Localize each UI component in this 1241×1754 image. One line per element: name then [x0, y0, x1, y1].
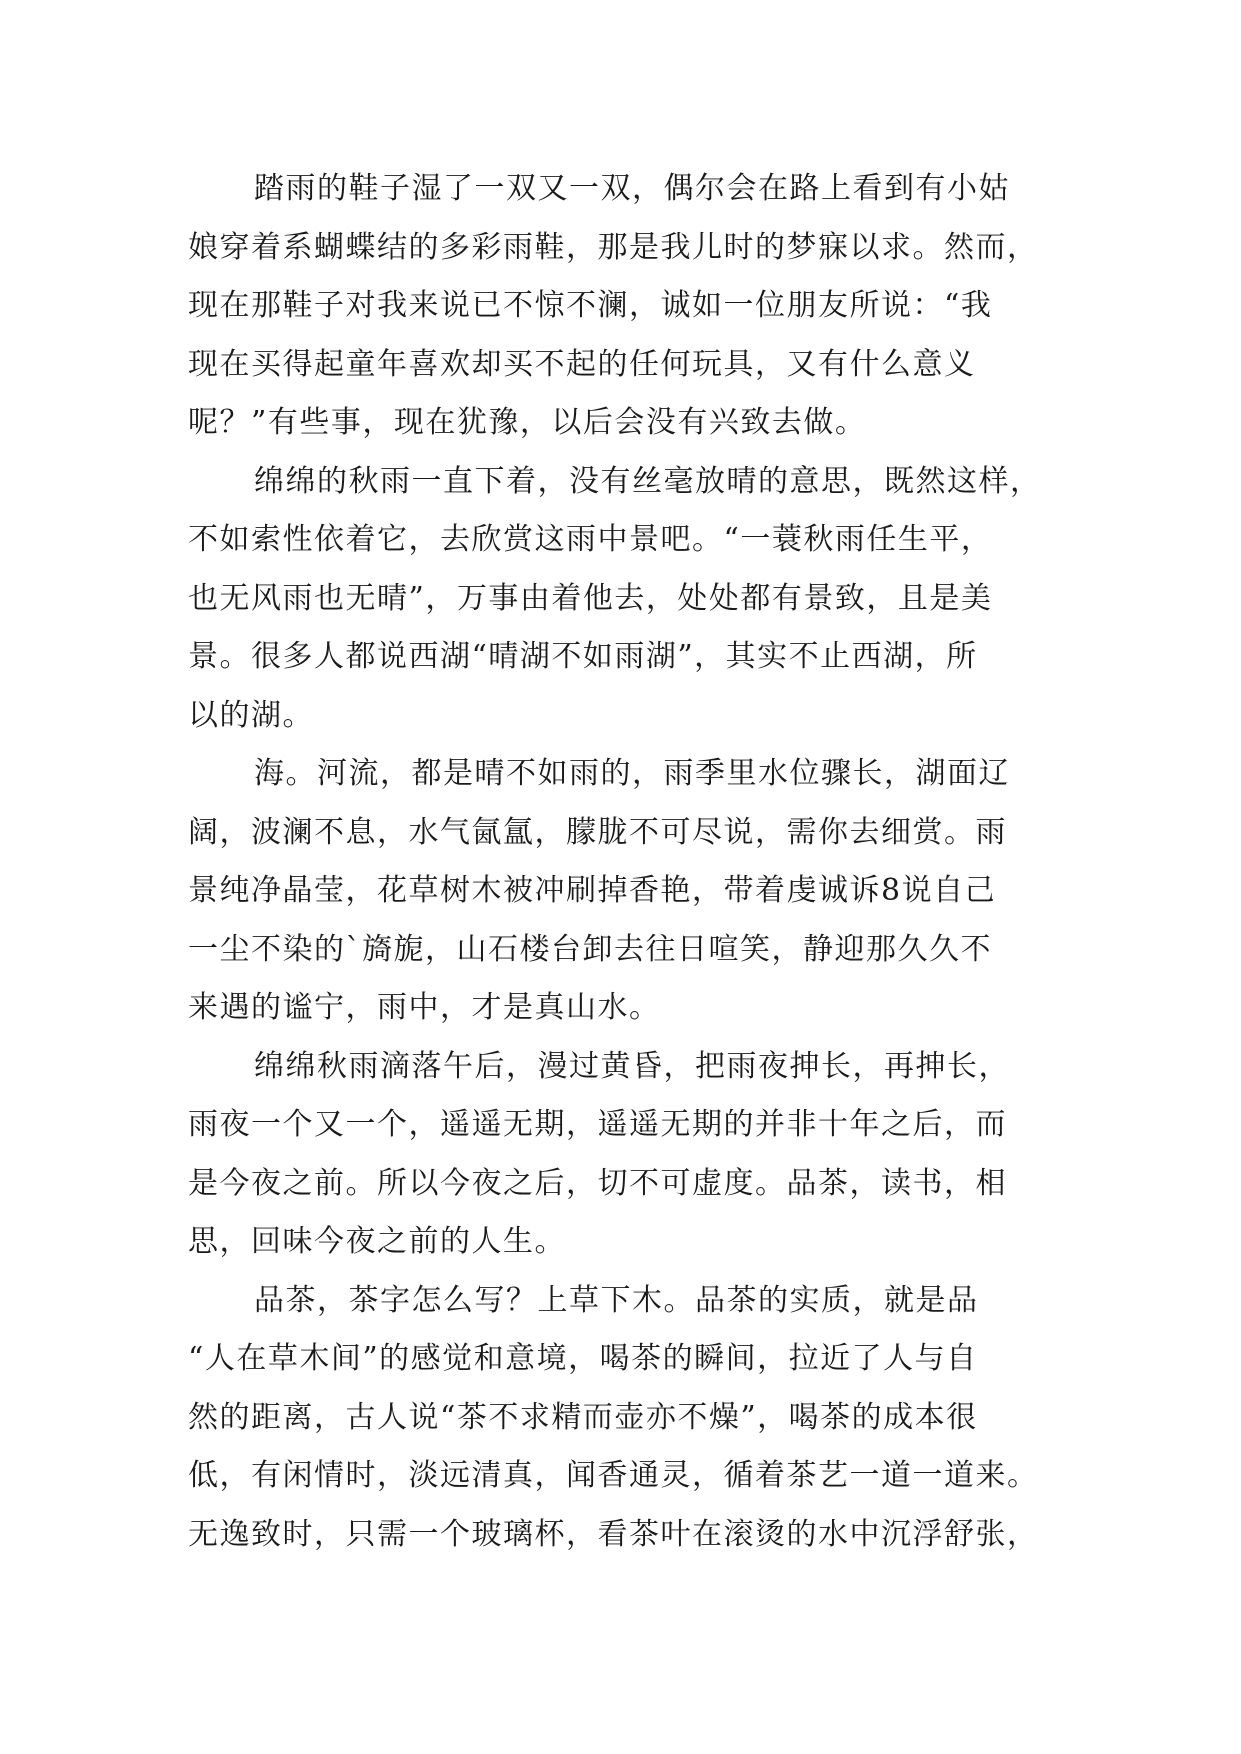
text-line: 雨夜一个又一个，遥遥无期，遥遥无期的并非十年之后，而 [188, 1107, 1007, 1142]
text-line: 不如索性依着它，去欣赏这雨中景吧。“一蓑秋雨任生平， [188, 522, 993, 557]
text-line: 是今夜之前。所以今夜之后，切不可虚度。品茶，读书，相 [188, 1165, 1007, 1201]
text-line: 低，有闲情时，淡远清真，闻香通灵，循着茶艺一道一道来。 [188, 1458, 1039, 1493]
text-line: 一尘不染的`旖旎，山石楼台卸去往日喧笑，静迎那久久不 [188, 931, 992, 967]
text-line: 也无风雨也无晴”，万事由着他去，处处都有景致，且是美 [188, 580, 993, 616]
text-line: 景。很多人都说西湖“晴湖不如雨湖”，其实不止西湖，所 [188, 639, 978, 674]
text-line: 娘穿着系蝴蝶结的多彩雨鞋，那是我儿时的梦寐以求。然而， [188, 229, 1039, 265]
text-line: 阔，波澜不息，水气氤氲，朦胧不可尽说，需你去细赏。雨 [188, 814, 1007, 850]
text-line: 绵绵秋雨滴落午后，漫过黄昏，把雨夜抻长，再抻长， [254, 1048, 1010, 1084]
text-line: 然的距离，古人说“茶不求精而壶亦不燥”，喝茶的成本很 [188, 1399, 978, 1435]
text-line: 踏雨的鞋子湿了一双又一双，偶尔会在路上看到有小姑 [254, 171, 1010, 206]
text-line: 海。河流，都是晴不如雨的，雨季里水位骤长，湖面辽 [254, 756, 1010, 791]
text-line: 无逸致时，只需一个玻璃杯，看茶叶在滚烫的水中沉浮舒张， [188, 1516, 1039, 1552]
text-line: 现在那鞋子对我来说已不惊不澜，诚如一位朋友所说：“我 [188, 288, 993, 323]
body-text [188, 160, 1058, 1564]
text-line: 景纯净晶莹，花草树木被冲刷掉香艳，带着虔诚诉8说自己 [188, 873, 997, 908]
text-line: 绵绵的秋雨一直下着，没有丝毫放晴的意思，既然这样， [254, 463, 1042, 499]
text-line: 现在买得起童年喜欢却买不起的任何玩具，又有什么意义 [188, 346, 976, 382]
text-line: 来遇的谧宁，雨中，才是真山水。 [188, 990, 661, 1025]
text-line: 以的湖。 [188, 697, 314, 733]
text-line: “人在草木间”的感觉和意境，喝茶的瞬间，拉近了人与自 [188, 1341, 978, 1376]
text-line: 呢？”有些事，现在犹豫，以后会没有兴致去做。 [188, 405, 867, 440]
text-line: 品茶，茶字怎么写？上草下木。品茶的实质，就是品 [254, 1282, 979, 1318]
text-line: 思，回味今夜之前的人生。 [188, 1224, 566, 1259]
